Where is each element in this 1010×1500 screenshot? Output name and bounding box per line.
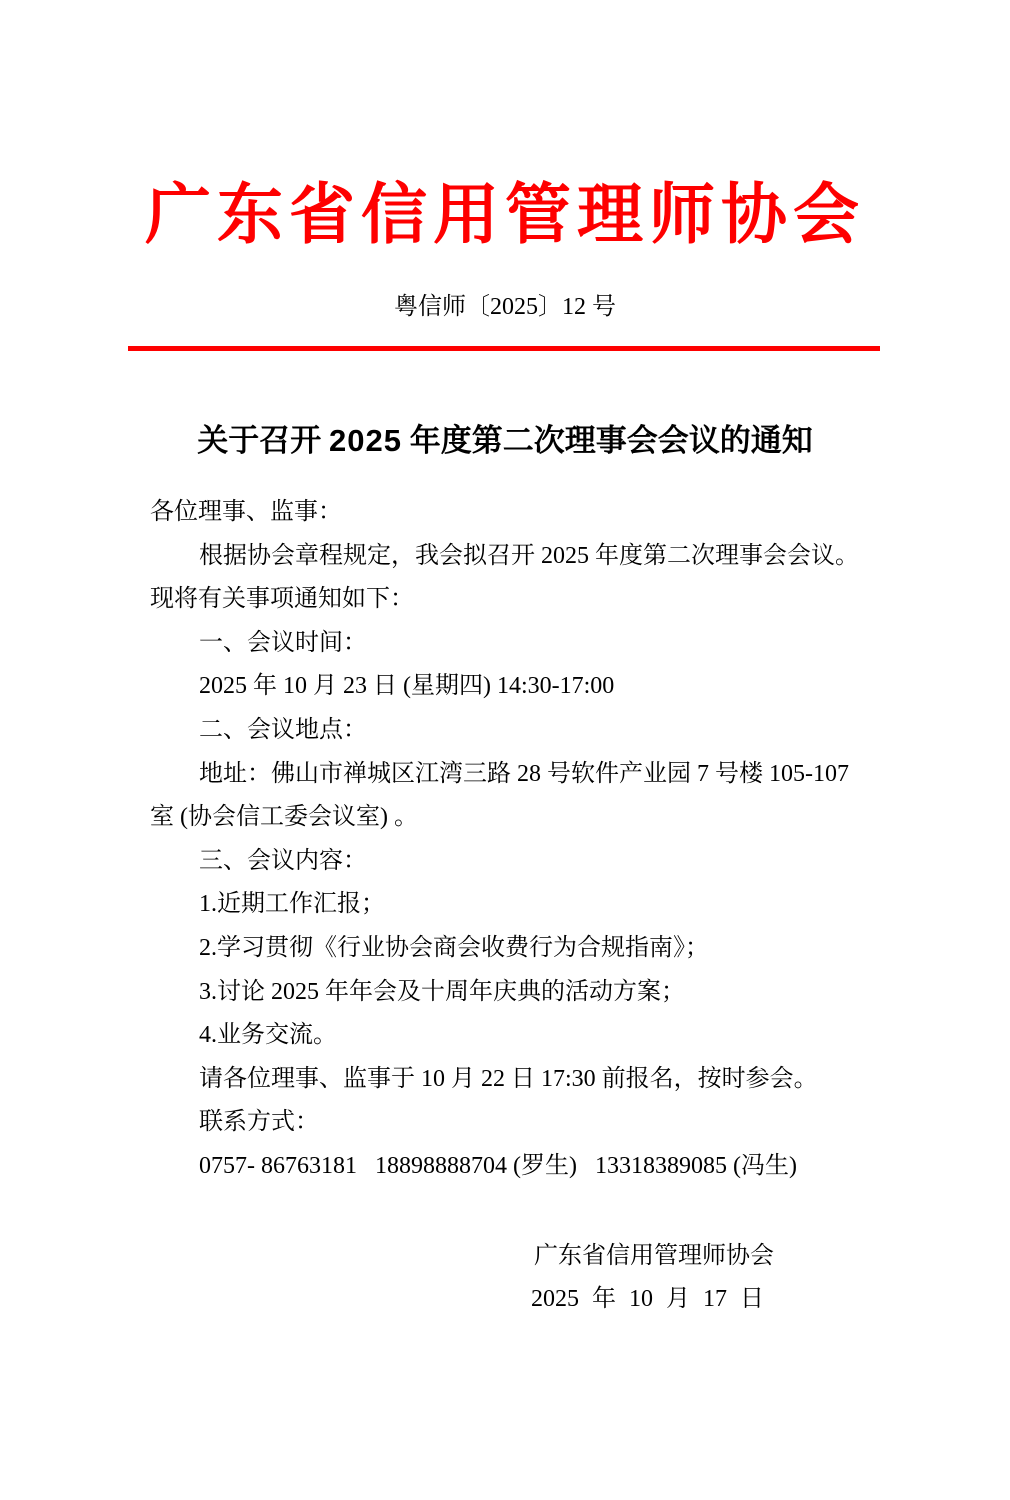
line-sec2-heading: 二、会议地点： (199, 716, 367, 743)
line-sec1-heading: 一、会议时间： (199, 629, 367, 656)
notice-title-year: 2025 (329, 423, 402, 458)
signature-org: 广东省信用管理师协会 (534, 1242, 774, 1269)
line-agenda-4: 4.业务交流。 (199, 1022, 337, 1049)
notice-body (150, 491, 858, 1322)
line-agenda-2: 2.学习贯彻《行业协会商会收费行为合规指南》； (199, 934, 709, 961)
signature-date: 2025 年 10 月 17 日 (531, 1286, 764, 1313)
line-sec3-heading: 三、会议内容： (199, 847, 367, 874)
line-agenda-3: 3.讨论 2025 年年会及十周年庆典的活动方案； (199, 978, 685, 1005)
line-agenda-1: 1.近期工作汇报； (199, 891, 385, 918)
line-contact-numbers: 0757- 86763181 18898888704 (罗生) 13318389085 (冯生) (199, 1152, 797, 1179)
letterhead-org-title: 广东省信用管理师协会 (145, 179, 865, 252)
notice-title-pre: 关于召开 (197, 423, 330, 458)
line-address-cont: 室 (协会信工委会议室) 。 (150, 804, 418, 831)
line-meeting-time: 2025 年 10 月 23 日 (星期四) 14:30-17:00 (199, 673, 615, 700)
line-rsvp: 请各位理事、监事于 10 月 22 日 17:30 前报名，按时参会。 (199, 1065, 818, 1092)
red-divider-line (128, 346, 880, 351)
line-salutation: 各位理事、监事： (150, 499, 342, 525)
document-number: 粤信师〔2025〕12 号 (394, 294, 616, 320)
line-contact-label: 联系方式： (199, 1109, 319, 1136)
notice-title (0, 421, 1010, 461)
line-intro: 根据协会章程规定，我会拟召开 2025 年度第二次理事会会议。 (199, 542, 859, 569)
line-address: 地址：佛山市禅城区江湾三路 28 号软件产业园 7 号楼 105-107 (199, 760, 849, 787)
notice-title-post: 年度第二次理事会会议的通知 (401, 423, 813, 458)
line-intro-cont: 现将有关事项通知如下： (150, 586, 414, 613)
signature-block (150, 1235, 858, 1322)
